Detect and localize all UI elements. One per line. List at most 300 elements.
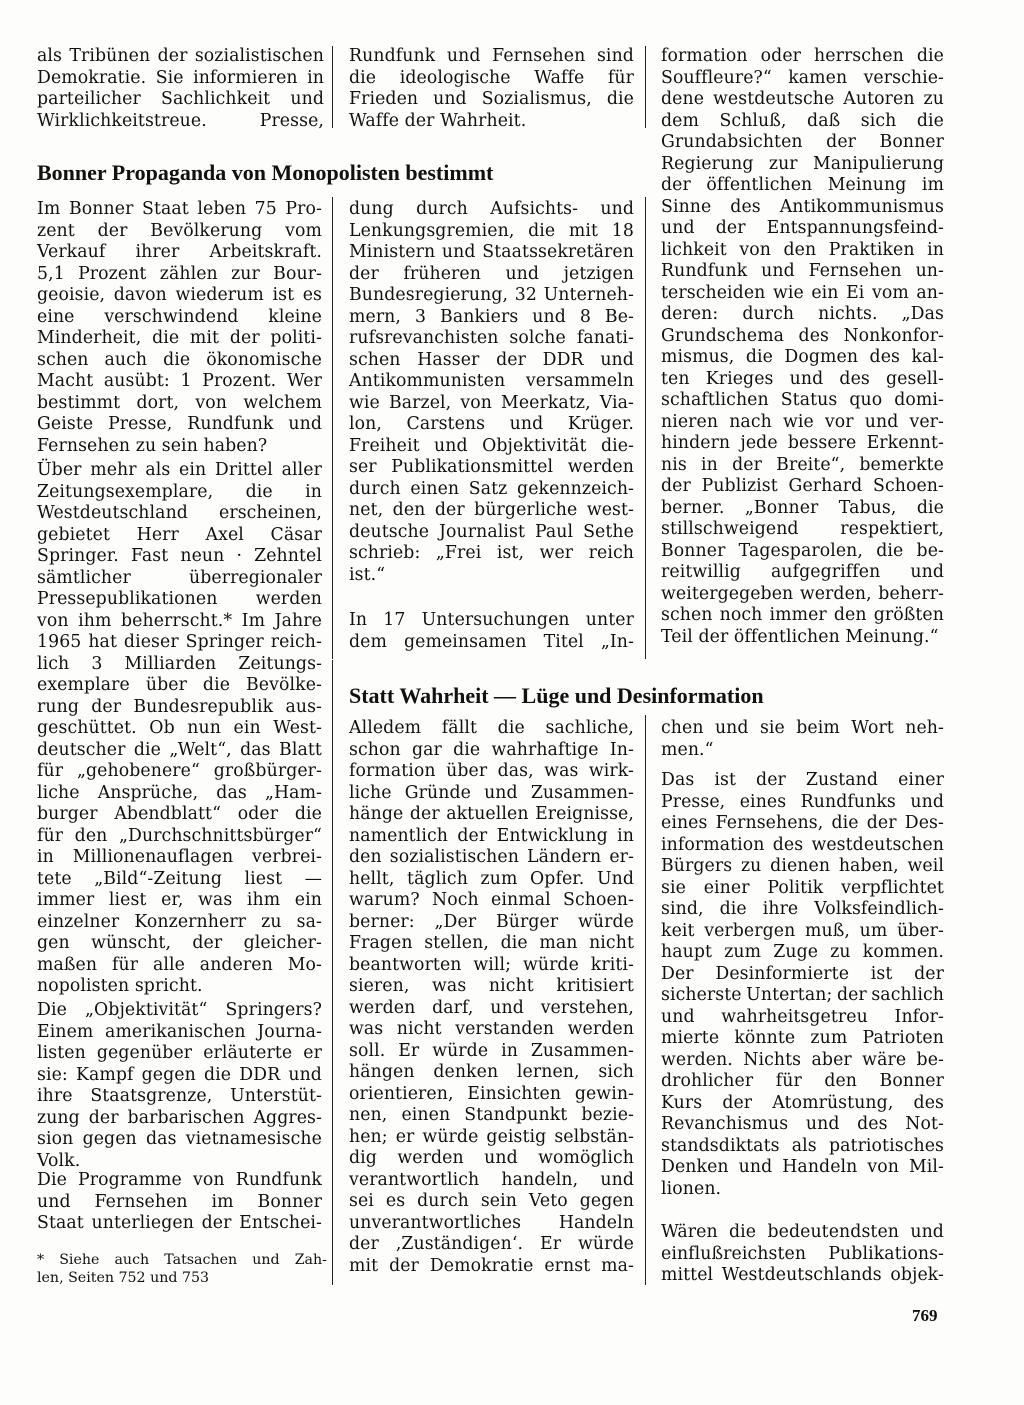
text-line bbox=[661, 412, 944, 434]
text-line bbox=[661, 433, 944, 455]
word: Revanchismus bbox=[661, 1114, 789, 1134]
word: exemplare bbox=[37, 675, 130, 695]
word: wie bbox=[782, 411, 814, 432]
word: Mil- bbox=[908, 1157, 944, 1177]
word: und bbox=[288, 414, 322, 434]
word: gekennzeich- bbox=[517, 478, 634, 499]
word: Arbeitskraft. bbox=[209, 242, 322, 262]
word: ist, bbox=[496, 543, 525, 563]
text-line bbox=[661, 1157, 944, 1179]
word: im bbox=[921, 175, 944, 195]
word: unter bbox=[585, 610, 634, 630]
word: soll. bbox=[349, 1040, 386, 1061]
word: der bbox=[756, 770, 786, 790]
word: nis bbox=[661, 454, 687, 475]
text-line: nopolisten spricht. bbox=[37, 976, 203, 996]
word: immer bbox=[37, 890, 95, 910]
text-line: Fernsehen zu sein haben? bbox=[37, 435, 268, 456]
word: information bbox=[661, 834, 765, 855]
word: aufgegriffen bbox=[770, 562, 881, 582]
word: Titel bbox=[543, 631, 584, 652]
text-line bbox=[37, 611, 322, 633]
word: Politik bbox=[767, 877, 824, 898]
word: Manipulierung bbox=[812, 153, 944, 174]
word: gar bbox=[411, 739, 442, 760]
word: die bbox=[294, 804, 322, 824]
word: beantworten bbox=[349, 954, 462, 975]
word: be- bbox=[916, 540, 944, 561]
word: Springer. bbox=[37, 546, 119, 566]
word: berner: bbox=[349, 911, 415, 932]
word: täglich bbox=[407, 868, 468, 889]
text-line bbox=[37, 482, 322, 504]
word: durch bbox=[416, 199, 468, 219]
word: der bbox=[661, 175, 691, 195]
word: und bbox=[600, 199, 634, 219]
col2-intro bbox=[349, 46, 634, 132]
word: die bbox=[606, 89, 634, 109]
text-line bbox=[661, 770, 944, 792]
word: der bbox=[826, 132, 857, 152]
word: Ereignisse, bbox=[535, 804, 634, 824]
word: Bundesrepublik bbox=[133, 696, 274, 717]
text-line bbox=[37, 1043, 322, 1065]
word: Prozent. bbox=[202, 371, 277, 391]
word: ökonomische bbox=[206, 349, 322, 370]
text-line bbox=[349, 479, 634, 501]
word: Untersuchungen bbox=[421, 610, 570, 630]
word: respektiert, bbox=[840, 519, 944, 539]
text-line bbox=[661, 1071, 944, 1093]
word: einzelner bbox=[37, 911, 120, 932]
word: verpflichtet bbox=[841, 877, 944, 898]
word: 1965 bbox=[37, 632, 82, 652]
word: die bbox=[500, 933, 528, 953]
text-line bbox=[349, 543, 634, 565]
word: die bbox=[245, 481, 273, 502]
text-line bbox=[349, 933, 634, 955]
text-line bbox=[349, 457, 634, 479]
text-line bbox=[37, 697, 322, 719]
text-line bbox=[37, 46, 324, 68]
text-line bbox=[349, 414, 634, 436]
word: in bbox=[701, 454, 718, 475]
text-line bbox=[661, 1007, 944, 1029]
text-line bbox=[661, 498, 944, 520]
word: Bürger bbox=[495, 911, 559, 932]
text-line bbox=[37, 460, 322, 482]
word: Krieges bbox=[705, 368, 774, 389]
word: wünscht, bbox=[91, 933, 172, 953]
word: einen bbox=[401, 1105, 451, 1125]
word: würde bbox=[422, 1126, 479, 1147]
word: Atomrüstung, bbox=[772, 1092, 894, 1113]
word: sind bbox=[596, 46, 634, 66]
column-rule-1-top bbox=[332, 46, 333, 128]
text-line bbox=[349, 826, 634, 848]
word: ist bbox=[870, 963, 893, 984]
word: einen bbox=[410, 478, 460, 499]
text-line bbox=[37, 568, 322, 590]
word: ein bbox=[179, 460, 207, 480]
word: Springers? bbox=[225, 1000, 322, 1020]
word: DDR bbox=[542, 349, 584, 370]
word: deutsche bbox=[349, 521, 430, 542]
text-line bbox=[349, 221, 634, 243]
word: geoisie, bbox=[37, 285, 106, 305]
word: „Bonner bbox=[744, 497, 819, 518]
word: von bbox=[460, 392, 492, 413]
text-line bbox=[37, 1108, 322, 1130]
text-line bbox=[349, 68, 634, 90]
word: in bbox=[927, 239, 944, 260]
word: sämtlicher bbox=[37, 567, 131, 588]
word: nen, bbox=[349, 1105, 388, 1125]
word: Axel bbox=[205, 524, 244, 545]
word: schon bbox=[349, 739, 401, 760]
word: auch bbox=[114, 1252, 150, 1268]
word: was bbox=[198, 890, 233, 910]
word: Herr bbox=[136, 524, 179, 545]
word: der bbox=[732, 454, 762, 475]
word: Wären bbox=[661, 1222, 718, 1242]
word: und bbox=[505, 263, 540, 284]
word: Presse, bbox=[108, 414, 173, 434]
word: sind, bbox=[661, 899, 704, 919]
word: Sethe bbox=[583, 521, 634, 542]
word: geschüttet. bbox=[37, 718, 137, 738]
word: sieren, bbox=[349, 976, 410, 996]
word: nach bbox=[729, 411, 772, 432]
word: weitergegeben bbox=[661, 583, 794, 604]
word: namentlich bbox=[349, 825, 448, 846]
word: Bonner bbox=[879, 1071, 944, 1091]
word: Fernsehen bbox=[492, 46, 586, 66]
word: der bbox=[914, 963, 944, 984]
word: würde bbox=[432, 1040, 489, 1061]
word: Entspannungsfeind- bbox=[766, 218, 944, 238]
word: stellen, bbox=[424, 933, 489, 953]
word: geistig bbox=[486, 1126, 547, 1147]
word: verantwortlich bbox=[349, 1169, 480, 1190]
col3-paragraph-1 bbox=[661, 46, 944, 648]
text-line bbox=[349, 1213, 634, 1235]
word: 75 bbox=[254, 199, 277, 219]
word: darf, bbox=[432, 997, 474, 1018]
text-line bbox=[37, 955, 322, 977]
word: und bbox=[290, 89, 324, 109]
word: standsdiktats bbox=[661, 1135, 780, 1156]
word: in bbox=[37, 847, 54, 867]
word: Hasser bbox=[417, 349, 480, 370]
word: was bbox=[349, 1019, 384, 1039]
word: ein bbox=[811, 282, 839, 303]
word: hat bbox=[88, 632, 117, 652]
word: ihm bbox=[246, 890, 281, 910]
word: und bbox=[509, 414, 544, 434]
column-rule-2-lower bbox=[645, 715, 646, 1285]
word: berner. bbox=[661, 497, 725, 518]
text-line bbox=[661, 304, 944, 326]
heading-bonner-propaganda: Bonner Propaganda von Monopolisten bestimmt bbox=[37, 160, 494, 185]
text-line bbox=[661, 261, 944, 283]
word: ist bbox=[272, 285, 295, 305]
word: gegen bbox=[82, 1129, 137, 1149]
word: beherrscht.* bbox=[121, 610, 233, 631]
word: unterliegen bbox=[91, 1213, 194, 1233]
word: kal- bbox=[911, 347, 944, 367]
word: Zehntel bbox=[254, 546, 322, 566]
word: Standpunkt bbox=[464, 1105, 568, 1125]
word: und bbox=[805, 1114, 840, 1134]
word: sich bbox=[598, 1062, 634, 1082]
word: die bbox=[745, 347, 773, 367]
text-line bbox=[349, 199, 634, 221]
word: mehr bbox=[90, 460, 137, 480]
word: er- bbox=[609, 847, 634, 867]
word: werden bbox=[567, 1019, 634, 1039]
word: der bbox=[496, 349, 526, 370]
word: Drittel bbox=[214, 460, 273, 480]
text-line bbox=[37, 654, 322, 676]
word: Prozent bbox=[78, 263, 147, 284]
text-line bbox=[349, 610, 634, 632]
word: Staat bbox=[37, 1213, 84, 1233]
word: mern, bbox=[349, 306, 401, 327]
word: * bbox=[37, 1252, 45, 1268]
word: Status bbox=[780, 390, 838, 410]
word: und bbox=[446, 46, 481, 66]
col2-paragraph-2 bbox=[349, 610, 634, 653]
word: die- bbox=[600, 435, 634, 456]
word: aus- bbox=[285, 696, 322, 717]
word: bemerkte bbox=[859, 454, 944, 475]
word: noch bbox=[719, 605, 763, 625]
word: Programme bbox=[78, 1170, 182, 1190]
word: verbergen bbox=[704, 920, 796, 941]
word: die bbox=[528, 220, 556, 241]
word: Bankiers bbox=[440, 306, 519, 327]
word: zählen bbox=[159, 263, 218, 284]
word: er, bbox=[161, 890, 184, 910]
word: durch bbox=[742, 304, 795, 324]
word: zent bbox=[37, 220, 75, 241]
col2-paragraph-3 bbox=[349, 718, 634, 1277]
word: Rundfunk bbox=[187, 414, 274, 434]
word: fanati- bbox=[576, 328, 634, 348]
word: ideologische bbox=[399, 67, 511, 88]
word: in bbox=[305, 481, 322, 502]
text-line bbox=[37, 761, 322, 783]
col2-paragraph-1 bbox=[349, 199, 634, 586]
col1-paragraph-3 bbox=[37, 1000, 322, 1172]
word: leben bbox=[197, 199, 247, 219]
word: Wort bbox=[851, 718, 894, 738]
word: den bbox=[824, 1071, 858, 1091]
word: das bbox=[240, 739, 271, 760]
word: 8 bbox=[579, 306, 591, 327]
word: Publikationsmittel bbox=[391, 457, 554, 477]
word: als bbox=[145, 460, 171, 480]
word: mierte bbox=[661, 1028, 720, 1048]
word: man bbox=[539, 933, 578, 953]
text-line bbox=[37, 199, 322, 221]
word: der bbox=[97, 220, 128, 241]
word: die bbox=[133, 739, 161, 760]
word: den bbox=[392, 500, 426, 520]
word: Zuge bbox=[773, 942, 819, 962]
col3-paragraph-3 bbox=[661, 770, 944, 1200]
text-line bbox=[349, 718, 634, 740]
col3-paragraph-2 bbox=[661, 718, 944, 761]
word: und bbox=[37, 1191, 71, 1212]
word: Mo- bbox=[287, 954, 322, 975]
word: Aufsichts- bbox=[490, 199, 579, 219]
text-line bbox=[349, 264, 634, 286]
text-line bbox=[349, 1191, 634, 1213]
word: Gründe bbox=[404, 782, 471, 803]
word: net, bbox=[349, 500, 384, 520]
word: zu bbox=[830, 942, 851, 962]
word: die bbox=[203, 1064, 232, 1085]
text-line bbox=[349, 500, 634, 522]
word: kleine bbox=[268, 306, 322, 327]
word: die bbox=[916, 46, 944, 66]
text-line bbox=[37, 393, 322, 415]
word: die bbox=[719, 899, 747, 919]
word: Staatssekretären bbox=[482, 242, 634, 262]
text-line bbox=[661, 1028, 944, 1050]
word: ernst bbox=[544, 1255, 591, 1276]
word: Fast bbox=[130, 546, 169, 566]
word: barbarischen bbox=[127, 1107, 245, 1128]
word: Dogmen bbox=[784, 347, 859, 367]
word: sozialistischen bbox=[194, 46, 324, 66]
word: Kurs bbox=[661, 1092, 703, 1113]
word: der bbox=[715, 218, 746, 238]
word: der bbox=[349, 263, 379, 284]
text-line bbox=[349, 761, 634, 783]
word: und bbox=[490, 997, 524, 1018]
text-line bbox=[349, 1019, 634, 1041]
word: Schluß, bbox=[719, 110, 787, 131]
word: Ei bbox=[846, 282, 865, 303]
word: liche bbox=[37, 782, 80, 803]
word: beherr- bbox=[878, 583, 944, 604]
word: sie: bbox=[37, 1064, 68, 1085]
page-number: 769 bbox=[912, 1306, 938, 1325]
word: und bbox=[714, 718, 749, 738]
word: „Das bbox=[901, 304, 944, 324]
word: ausübt: bbox=[103, 371, 170, 391]
text-line bbox=[661, 46, 944, 68]
text-line bbox=[349, 1084, 634, 1106]
word: der bbox=[457, 825, 488, 846]
word: formation bbox=[349, 761, 436, 781]
text-line bbox=[661, 1265, 944, 1287]
word: schrieb: bbox=[349, 543, 421, 563]
word: Zeitungs- bbox=[238, 653, 322, 674]
text-line bbox=[349, 46, 634, 68]
word: und bbox=[661, 218, 695, 238]
word: und bbox=[761, 261, 795, 281]
word: reich bbox=[588, 543, 634, 563]
word: Autoren bbox=[843, 89, 915, 109]
word: nicht bbox=[589, 933, 634, 953]
text-line bbox=[661, 89, 944, 111]
word: Waffe bbox=[534, 67, 585, 88]
word: keit bbox=[661, 920, 695, 941]
word: auch bbox=[104, 349, 148, 370]
word: Einsichten bbox=[467, 1083, 562, 1104]
word: unverantwortliches bbox=[349, 1212, 522, 1233]
text-line bbox=[661, 605, 944, 627]
word: vor bbox=[824, 411, 854, 432]
word: Objektivität bbox=[482, 435, 587, 456]
word: Cäsar bbox=[270, 524, 322, 545]
word: domi- bbox=[894, 390, 944, 410]
word: Bonner bbox=[257, 1191, 322, 1212]
text-line bbox=[661, 455, 944, 477]
word: aller bbox=[281, 460, 322, 480]
word: von bbox=[739, 239, 771, 260]
word: in bbox=[501, 1040, 518, 1061]
word: liest bbox=[108, 890, 147, 910]
word: und bbox=[661, 1006, 695, 1027]
text-line bbox=[349, 393, 634, 415]
word: „Objektivität“ bbox=[84, 1000, 208, 1020]
word: durch bbox=[349, 478, 401, 499]
word: Ob bbox=[149, 718, 175, 738]
word: Macht bbox=[37, 371, 94, 391]
word: Sie bbox=[155, 67, 184, 88]
word: die bbox=[163, 349, 191, 370]
word: quo bbox=[849, 390, 883, 410]
word: das bbox=[216, 782, 247, 803]
word: Handeln bbox=[558, 1212, 634, 1233]
word: immer bbox=[769, 605, 827, 625]
word: Ministern bbox=[349, 242, 436, 262]
word: Schoen- bbox=[563, 890, 634, 910]
word: liche bbox=[349, 782, 392, 803]
word: schaftlichen bbox=[661, 390, 769, 410]
word: Pro- bbox=[285, 199, 322, 219]
word: sei bbox=[349, 1191, 374, 1211]
word: gen bbox=[37, 933, 70, 953]
word: werden. bbox=[661, 1049, 733, 1070]
word: der bbox=[866, 813, 897, 833]
word: Nichts bbox=[743, 1049, 802, 1070]
word: die bbox=[152, 328, 180, 348]
word: ein bbox=[294, 890, 322, 910]
text-line bbox=[661, 1050, 944, 1072]
word: kriti- bbox=[590, 954, 634, 975]
word: wiederum bbox=[175, 285, 264, 305]
text-line bbox=[349, 285, 634, 307]
word: sachliche, bbox=[545, 718, 634, 738]
word: nichts. bbox=[818, 304, 878, 324]
word: kamen bbox=[788, 67, 848, 88]
word: weil bbox=[907, 856, 944, 876]
word: die bbox=[497, 718, 525, 738]
word: Im bbox=[37, 199, 61, 219]
word: gleicher- bbox=[243, 933, 322, 953]
word: und bbox=[484, 1148, 518, 1168]
word: eines bbox=[661, 813, 708, 833]
word: Paul bbox=[534, 521, 574, 542]
word: zur bbox=[231, 263, 260, 284]
word: zum bbox=[810, 1028, 848, 1048]
